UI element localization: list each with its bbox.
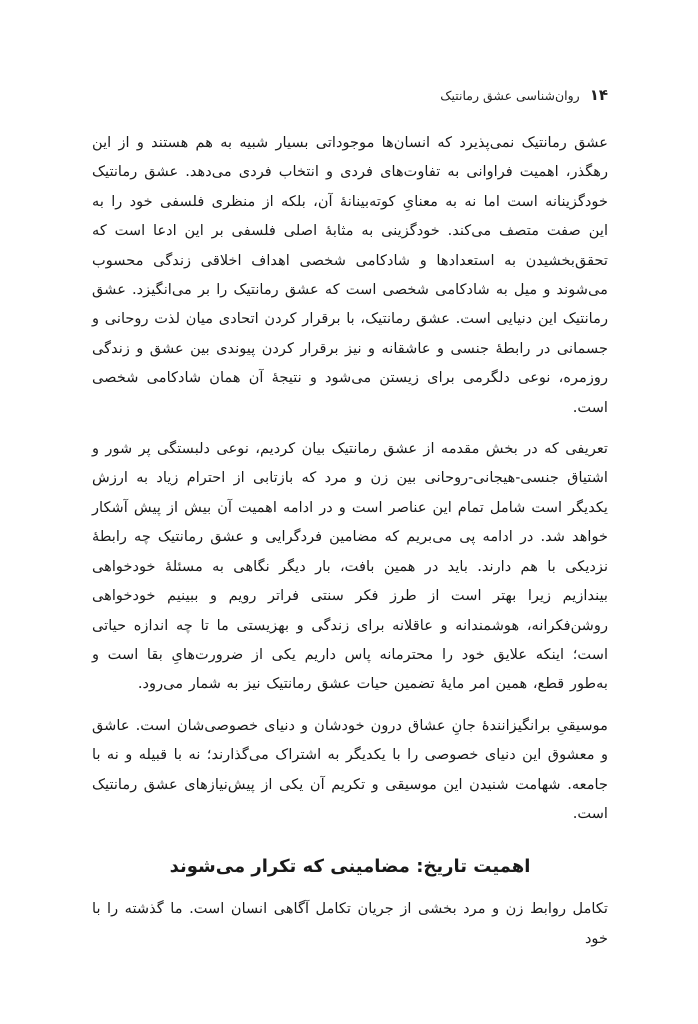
page-number: ۱۴	[589, 86, 608, 104]
section-heading: اهمیت تاریخ: مضامینی که تکرار می‌شوند	[169, 856, 531, 878]
section-first-paragraph: تکامل روابط زن و مرد بخشی از جریان تکامل آگاهی انسان است. ما گذشته را با خود	[92, 900, 608, 947]
paragraph-1: عشق رمانتیک نمی‌پذیرد که انسان‌ها موجوداتی بسیار شبیه به هم هستند و از این رهگذر، اهمیت فراوانی به تفاوت‌های فردی و انتخاب فردی می‌دهد. عشق رمانتیک خودگزینانه است اما نه به معنایِ کوته‌بینانهٔ آن، بلکه از منظری فلسفی خود را به این صفت متصف می‌کند. خودگزینی به مثابهٔ اصلی فلسفی بر این ادعا است که تحقق‌بخشیدن به استعدادها و شادکامی شخصی اهداف اخلاقی زندگی محسوب می‌شوند و میل به شادکامی شخصی است که عشق رمانتیک را بر می‌انگیزد. عشق رمانتیک این دنیایی است. عشق رمانتیک، با برقرار کردن اتحادی میان لذت روحانی و جسمانی در رابطهٔ جنسی و عاشقانه و نیز برقرار کردن پیوندی بین عشق و زندگی روزمره، نوعی دلگرمی برای زیستن می‌شود و نتیجهٔ آن همان شادکامی شخصی است.	[92, 134, 608, 416]
book-page	[92, 86, 608, 1006]
body-text	[92, 128, 608, 953]
paragraph-3: موسیقیِ برانگیزانندهٔ جانِ عشاق درون خودشان و دنیای خصوصی‌شان است. عاشق و معشوق این دنیای خصوصی را با یکدیگر به اشتراک می‌گذارند؛ نه با قبیله و نه با جامعه. شهامت شنیدن این موسیقی و تکریم آن یکی از پیش‌نیازهای عشق رمانتیک است.	[92, 716, 608, 822]
paragraph-2: تعریفی که در بخش مقدمه از عشق رمانتیک بیان کردیم، نوعی دلبستگی پر شور و اشتیاق جنسی-هیجانی-روحانی بین زن و مرد که بازتابی از احترام زیاد به ارزش یکدیگر است شامل تمام این عناصر است و در ادامه اهمیت آن بیش از پیش آشکار خواهد شد. در ادامه پی می‌بریم که مضامین فردگرایی و عشق رمانتیک چه رابطهٔ نزدیکی با هم دارند. باید در همین بافت، بار دیگر نگاهی به مسئلهٔ خودخواهی بیندازیم زیرا بهتر است از طرز فکر سنتی فراتر رویم و ببینیم خودخواهی روشن‌فکرانه، هوشمندانه و عاقلانه برای زندگی و بهزیستی ما تا چه اندازه حیاتی است؛ اینکه علایق خود را محترمانه پاس داریم یکی از ضرورت‌هایِ بقا است و به‌طور قطع، همین امر مایهٔ تضمین حیات عشق رمانتیک نیز به شمار می‌رود.	[92, 440, 609, 693]
running-title: روان‌شناسی عشق رمانتیک	[440, 88, 580, 103]
running-header	[92, 86, 608, 114]
